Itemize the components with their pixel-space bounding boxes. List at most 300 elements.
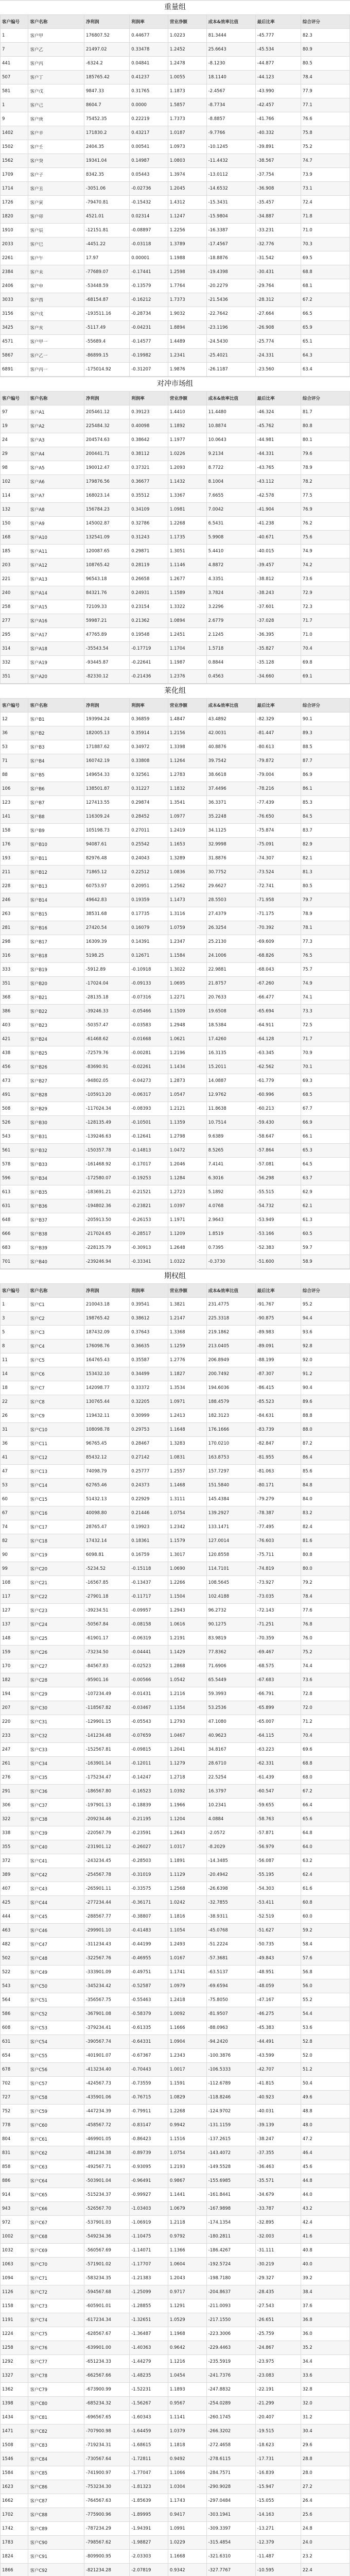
table-row[interactable] <box>1 126 350 140</box>
table-row[interactable] <box>1 517 350 531</box>
column-header[interactable]: 成本&效率比值 <box>206 699 255 713</box>
table-row[interactable] <box>1 1074 350 1088</box>
table-row[interactable] <box>1 2146 350 2160</box>
table-cell: -58.763 <box>255 1812 301 1826</box>
table-row[interactable] <box>1 2480 350 2494</box>
column-header[interactable]: 营业净额 <box>168 1284 206 1298</box>
table-cell: -322567.76 <box>84 1952 129 1965</box>
column-header[interactable]: 营业净额 <box>168 699 206 713</box>
table-row[interactable] <box>1 2174 350 2188</box>
table-cell: 客户壬 <box>28 140 84 154</box>
table-row[interactable] <box>1 768 350 782</box>
table-row[interactable] <box>1 293 350 307</box>
table-row[interactable] <box>1 2091 350 2105</box>
table-row[interactable] <box>1 572 350 586</box>
table-cell: 64.5 <box>301 1158 349 1172</box>
table-cell: 54.4 <box>301 2007 349 2021</box>
table-row[interactable] <box>1 1785 350 1799</box>
table-row[interactable] <box>1 1395 350 1409</box>
table-cell: 2406 <box>1 279 28 293</box>
table-row[interactable] <box>1 1479 350 1493</box>
column-header[interactable]: 利润率 <box>130 699 168 713</box>
table-row[interactable] <box>1 2021 350 2035</box>
table-row[interactable] <box>1 1199 350 1213</box>
table-cell: 188.4579 <box>206 1395 255 1409</box>
table-row[interactable] <box>1 2230 350 2244</box>
table-row[interactable] <box>1 307 350 321</box>
column-header[interactable]: 利润率 <box>130 1284 168 1298</box>
table-cell: -26.651 <box>255 2313 301 2327</box>
table-row[interactable] <box>1 1255 350 1269</box>
table-row[interactable] <box>1 71 350 84</box>
table-cell: 8.1004 <box>206 475 255 489</box>
table-cell: -0.09815 <box>130 1743 168 1757</box>
table-row[interactable] <box>1 265 350 279</box>
column-header[interactable]: 综合评分 <box>301 15 349 29</box>
table-row[interactable] <box>1 419 350 433</box>
table-cell: 61.6 <box>301 1882 349 1896</box>
table-cell: 47.1080 <box>206 1715 255 1729</box>
table-row[interactable] <box>1 2564 350 2576</box>
table-cell: 0.9342 <box>168 2564 206 2576</box>
table-row[interactable] <box>1 1465 350 1479</box>
column-header[interactable]: 净利润 <box>84 1284 129 1298</box>
column-header[interactable]: 营业净额 <box>168 392 206 405</box>
table-cell: 66.4 <box>301 1799 349 1812</box>
table-cell: 客户C90 <box>28 2536 84 2550</box>
table-row[interactable] <box>1 782 350 796</box>
table-row[interactable] <box>1 2313 350 2327</box>
table-row[interactable] <box>1 433 350 447</box>
table-row[interactable] <box>1 1102 350 1116</box>
table-row[interactable] <box>1 2466 350 2480</box>
column-header[interactable]: 成本&效率比值 <box>206 1284 255 1298</box>
table-row[interactable] <box>1 1451 350 1465</box>
table-row[interactable] <box>1 1826 350 1840</box>
table-row[interactable] <box>1 196 350 210</box>
table-row[interactable] <box>1 182 350 196</box>
table-cell: 40.8876 <box>206 740 255 754</box>
table-cell: 68.1 <box>301 279 349 293</box>
table-row[interactable] <box>1 531 350 545</box>
table-row[interactable] <box>1 2494 350 2508</box>
table-cell: 456 <box>1 1060 28 1074</box>
table-row[interactable] <box>1 43 350 57</box>
table-row[interactable] <box>1 1130 350 1144</box>
table-row[interactable] <box>1 1965 350 1979</box>
table-row[interactable] <box>1 461 350 475</box>
table-row[interactable] <box>1 991 350 1005</box>
data-table <box>0 1283 350 2576</box>
column-header[interactable]: 客户编号 <box>1 392 28 405</box>
table-row[interactable] <box>1 1423 350 1437</box>
table-row[interactable] <box>1 1367 350 1381</box>
table-row[interactable] <box>1 1019 350 1032</box>
table-row[interactable] <box>1 2327 350 2341</box>
table-row[interactable] <box>1 1618 350 1632</box>
table-row[interactable] <box>1 2355 350 2369</box>
table-row[interactable] <box>1 879 350 893</box>
table-cell: -42.457 <box>255 98 301 112</box>
table-row[interactable] <box>1 1506 350 1520</box>
table-cell: 客户B25 <box>28 1046 84 1060</box>
table-cell: 客户A16 <box>28 614 84 628</box>
table-row[interactable] <box>1 1312 350 1326</box>
table-row[interactable] <box>1 713 350 726</box>
table-row[interactable] <box>1 2160 350 2174</box>
table-row[interactable] <box>1 154 350 168</box>
table-row[interactable] <box>1 2425 350 2438</box>
table-cell: -0.33575 <box>130 1882 168 1896</box>
table-row[interactable] <box>1 1659 350 1673</box>
table-row[interactable] <box>1 907 350 921</box>
table-cell: -95901.16 <box>84 1673 129 1687</box>
table-cell: 客户C2 <box>28 1312 84 1326</box>
table-cell: 77.3 <box>301 935 349 949</box>
table-row[interactable] <box>1 2438 350 2452</box>
table-cell: -26.908 <box>255 321 301 335</box>
table-row[interactable] <box>1 1646 350 1659</box>
table-row[interactable] <box>1 503 350 517</box>
table-row[interactable] <box>1 1298 350 1312</box>
table-row[interactable] <box>1 2202 350 2216</box>
table-cell: -52.383 <box>255 1241 301 1255</box>
table-cell: 73.3 <box>301 1005 349 1019</box>
table-cell: 19.6508 <box>206 1005 255 1019</box>
table-row[interactable] <box>1 2188 350 2202</box>
table-cell: -0.15432 <box>130 196 168 210</box>
table-row[interactable] <box>1 545 350 558</box>
table-cell: 1783 <box>1 2536 28 2550</box>
table-row[interactable] <box>1 2508 350 2522</box>
table-cell: 客户辛 <box>28 126 84 140</box>
table-cell: 客户B10 <box>28 838 84 852</box>
table-row[interactable] <box>1 1812 350 1826</box>
table-row[interactable] <box>1 1548 350 1562</box>
table-cell: -45.534 <box>255 43 301 57</box>
table-row[interactable] <box>1 210 350 224</box>
table-row[interactable] <box>1 1840 350 1854</box>
column-header[interactable]: 净利润 <box>84 392 129 405</box>
table-row[interactable] <box>1 1493 350 1506</box>
table-row[interactable] <box>1 1213 350 1227</box>
table-row[interactable] <box>1 824 350 838</box>
table-row[interactable] <box>1 2132 350 2146</box>
table-row[interactable] <box>1 1938 350 1952</box>
column-header[interactable]: 成本&效率比值 <box>206 15 255 29</box>
table-row[interactable] <box>1 1409 350 1423</box>
table-row[interactable] <box>1 98 350 112</box>
table-cell: 客户A17 <box>28 628 84 642</box>
table-cell: 客户C5 <box>28 1353 84 1367</box>
table-row[interactable] <box>1 740 350 754</box>
table-row[interactable] <box>1 1437 350 1451</box>
table-row[interactable] <box>1 279 350 293</box>
table-cell: -24.5430 <box>206 335 255 349</box>
table-row[interactable] <box>1 1715 350 1729</box>
table-cell: 65.3 <box>301 1144 349 1158</box>
table-row[interactable] <box>1 1924 350 1938</box>
table-row[interactable] <box>1 600 350 614</box>
table-row[interactable] <box>1 1340 350 1353</box>
column-header[interactable]: 利润率 <box>130 15 168 29</box>
table-cell: 80.5 <box>301 57 349 71</box>
table-cell: 1.1516 <box>168 2132 206 2146</box>
table-row[interactable] <box>1 57 350 71</box>
table-row[interactable] <box>1 1241 350 1255</box>
table-row[interactable] <box>1 2522 350 2536</box>
table-row[interactable] <box>1 1576 350 1590</box>
column-header[interactable]: 综合评分 <box>301 392 349 405</box>
table-row[interactable] <box>1 1158 350 1172</box>
table-row[interactable] <box>1 1882 350 1896</box>
table-row[interactable] <box>1 1632 350 1646</box>
table-cell: -0.04231 <box>130 321 168 335</box>
table-cell: -217024.65 <box>84 1227 129 1241</box>
table-row[interactable] <box>1 29 350 43</box>
table-row[interactable] <box>1 335 350 349</box>
column-header[interactable]: 客户编号 <box>1 15 28 29</box>
table-row[interactable] <box>1 893 350 907</box>
table-row[interactable] <box>1 1227 350 1241</box>
table-row[interactable] <box>1 670 350 684</box>
table-row[interactable] <box>1 1757 350 1771</box>
table-row[interactable] <box>1 251 350 265</box>
table-cell: 1.3541 <box>168 796 206 810</box>
table-row[interactable] <box>1 2258 350 2272</box>
table-cell: 30.7752 <box>206 866 255 879</box>
table-cell: 2261 <box>1 251 28 265</box>
table-row[interactable] <box>1 349 350 363</box>
table-row[interactable] <box>1 1854 350 1868</box>
table-row[interactable] <box>1 1673 350 1687</box>
table-cell: 1.1146 <box>168 558 206 572</box>
column-header[interactable]: 客户编号 <box>1 1284 28 1298</box>
table-row[interactable] <box>1 2341 350 2355</box>
table-cell: 17.97 <box>84 251 129 265</box>
table-cell: -9.7766 <box>206 126 255 140</box>
column-header[interactable]: 客户名称 <box>28 15 84 29</box>
table-cell: 233 <box>1 1729 28 1743</box>
table-row[interactable] <box>1 2411 350 2425</box>
table-row[interactable] <box>1 1185 350 1199</box>
table-row[interactable] <box>1 838 350 852</box>
table-cell: 1.1971 <box>168 1213 206 1227</box>
table-row[interactable] <box>1 489 350 503</box>
table-cell: -753234.30 <box>84 2480 129 2494</box>
table-row[interactable] <box>1 1005 350 1019</box>
column-header[interactable]: 成本&效率比值 <box>206 392 255 405</box>
table-row[interactable] <box>1 586 350 600</box>
table-row[interactable] <box>1 2244 350 2258</box>
table-row[interactable] <box>1 754 350 768</box>
table-cell: -193511.16 <box>84 307 129 321</box>
column-header[interactable]: 综合评分 <box>301 699 349 713</box>
table-row[interactable] <box>1 1088 350 1102</box>
table-cell: -223.3006 <box>206 2327 255 2341</box>
table-cell: -8.7734 <box>206 98 255 112</box>
table-row[interactable] <box>1 2452 350 2466</box>
table-row[interactable] <box>1 2119 350 2132</box>
table-row[interactable] <box>1 2369 350 2383</box>
table-row[interactable] <box>1 656 350 670</box>
table-row[interactable] <box>1 1520 350 1534</box>
table-cell: -379234.41 <box>84 2021 129 2035</box>
table-row[interactable] <box>1 1743 350 1757</box>
table-cell: 0.32561 <box>130 768 168 782</box>
table-cell: -91.767 <box>255 1298 301 1312</box>
table-row[interactable] <box>1 963 350 977</box>
table-cell: 1.0981 <box>168 503 206 517</box>
table-row[interactable] <box>1 1326 350 1340</box>
table-row[interactable] <box>1 1116 350 1130</box>
table-cell: 客户C42 <box>28 1868 84 1882</box>
table-row[interactable] <box>1 1381 350 1395</box>
table-cell: 87.7 <box>301 754 349 768</box>
column-header[interactable]: 最后比率 <box>255 1284 301 1298</box>
column-header[interactable]: 利润率 <box>130 392 168 405</box>
table-cell: 客户C73 <box>28 2299 84 2313</box>
table-row[interactable] <box>1 2035 350 2049</box>
column-header[interactable]: 最后比率 <box>255 392 301 405</box>
table-cell: 44.8 <box>301 2174 349 2188</box>
table-row[interactable] <box>1 2285 350 2299</box>
table-row[interactable] <box>1 1353 350 1367</box>
table-row[interactable] <box>1 2550 350 2564</box>
table-row[interactable] <box>1 2536 350 2550</box>
table-row[interactable] <box>1 1771 350 1785</box>
table-row[interactable] <box>1 866 350 879</box>
table-cell: 28.8 <box>301 2452 349 2466</box>
table-row[interactable] <box>1 1144 350 1158</box>
table-row[interactable] <box>1 1799 350 1812</box>
table-row[interactable] <box>1 1687 350 1701</box>
table-row[interactable] <box>1 1534 350 1548</box>
table-cell: -0.96491 <box>130 2174 168 2188</box>
table-cell: 59.3993 <box>206 1687 255 1701</box>
table-row[interactable] <box>1 949 350 963</box>
table-row[interactable] <box>1 112 350 126</box>
table-cell: -60.996 <box>255 1088 301 1102</box>
table-cell: -605901.01 <box>84 2299 129 2313</box>
column-header[interactable]: 综合评分 <box>301 1284 349 1298</box>
table-row[interactable] <box>1 168 350 182</box>
table-row[interactable] <box>1 2272 350 2285</box>
table-cell: 0.33808 <box>130 754 168 768</box>
table-cell: 客户戌 <box>28 307 84 321</box>
table-row[interactable] <box>1 1729 350 1743</box>
column-header[interactable]: 客户名称 <box>28 699 84 713</box>
table-row[interactable] <box>1 1910 350 1924</box>
table-cell: 92.0 <box>301 1353 349 1367</box>
column-header[interactable]: 净利润 <box>84 15 129 29</box>
table-cell: 81.3444 <box>206 29 255 43</box>
table-row[interactable] <box>1 1060 350 1074</box>
column-header[interactable]: 净利润 <box>84 699 129 713</box>
table-cell: -0.16523 <box>130 1785 168 1799</box>
table-cell: -155.6985 <box>206 2174 255 2188</box>
column-header[interactable]: 客户名称 <box>28 1284 84 1298</box>
table-row[interactable] <box>1 405 350 419</box>
table-row[interactable] <box>1 1868 350 1882</box>
table-cell: 1.1504 <box>168 1590 206 1604</box>
table-cell: -356567.75 <box>84 1993 129 2007</box>
column-header[interactable]: 最后比率 <box>255 15 301 29</box>
table-row[interactable] <box>1 2049 350 2063</box>
table-row[interactable] <box>1 1046 350 1060</box>
table-row[interactable] <box>1 852 350 866</box>
table-row[interactable] <box>1 614 350 628</box>
table-cell: 210043.18 <box>84 1298 129 1312</box>
table-cell: 1.0971 <box>168 1395 206 1409</box>
table-row[interactable] <box>1 628 350 642</box>
table-cell: 114.7101 <box>206 1562 255 1576</box>
table-row[interactable] <box>1 475 350 489</box>
table-row[interactable] <box>1 2063 350 2077</box>
table-row[interactable] <box>1 810 350 824</box>
table-cell: -1.85639 <box>130 2494 168 2508</box>
table-row[interactable] <box>1 2105 350 2119</box>
table-row[interactable] <box>1 2216 350 2230</box>
column-header[interactable]: 最后比率 <box>255 699 301 713</box>
table-row[interactable] <box>1 2007 350 2021</box>
table-row[interactable] <box>1 558 350 572</box>
table-row[interactable] <box>1 1979 350 1993</box>
table-row[interactable] <box>1 796 350 810</box>
table-row[interactable] <box>1 2299 350 2313</box>
table-row[interactable] <box>1 1993 350 2007</box>
table-cell: -129901.15 <box>84 1715 129 1729</box>
table-cell: 80.8 <box>301 1548 349 1562</box>
table-row[interactable] <box>1 1562 350 1576</box>
table-row[interactable] <box>1 84 350 98</box>
table-cell: 20.7633 <box>206 991 255 1005</box>
table-cell: 247 <box>1 1743 28 1757</box>
table-row[interactable] <box>1 224 350 238</box>
table-row[interactable] <box>1 921 350 935</box>
table-row[interactable] <box>1 363 350 377</box>
table-row[interactable] <box>1 447 350 461</box>
table-row[interactable] <box>1 977 350 991</box>
table-cell: -469901.05 <box>84 2132 129 2146</box>
table-row[interactable] <box>1 1032 350 1046</box>
table-row[interactable] <box>1 2077 350 2091</box>
table-row[interactable] <box>1 1896 350 1910</box>
table-cell: -0.07316 <box>130 991 168 1005</box>
column-header[interactable]: 客户编号 <box>1 699 28 713</box>
table-cell: 8.7722 <box>206 461 255 475</box>
table-row[interactable] <box>1 935 350 949</box>
table-row[interactable] <box>1 238 350 251</box>
table-row[interactable] <box>1 1952 350 1965</box>
table-row[interactable] <box>1 642 350 656</box>
column-header[interactable]: 客户名称 <box>28 392 84 405</box>
table-row[interactable] <box>1 1701 350 1715</box>
table-row[interactable] <box>1 140 350 154</box>
table-cell: -0.17719 <box>130 642 168 656</box>
table-row[interactable] <box>1 2397 350 2411</box>
table-row[interactable] <box>1 726 350 740</box>
table-row[interactable] <box>1 1590 350 1604</box>
table-cell: -217.1550 <box>206 2313 255 2327</box>
table-row[interactable] <box>1 1172 350 1185</box>
table-cell: -141234.48 <box>84 1729 129 1743</box>
table-row[interactable] <box>1 1604 350 1618</box>
table-cell: 70.4 <box>301 642 349 656</box>
table-row[interactable] <box>1 2383 350 2397</box>
column-header[interactable]: 营业净额 <box>168 15 206 29</box>
table-row[interactable] <box>1 321 350 335</box>
